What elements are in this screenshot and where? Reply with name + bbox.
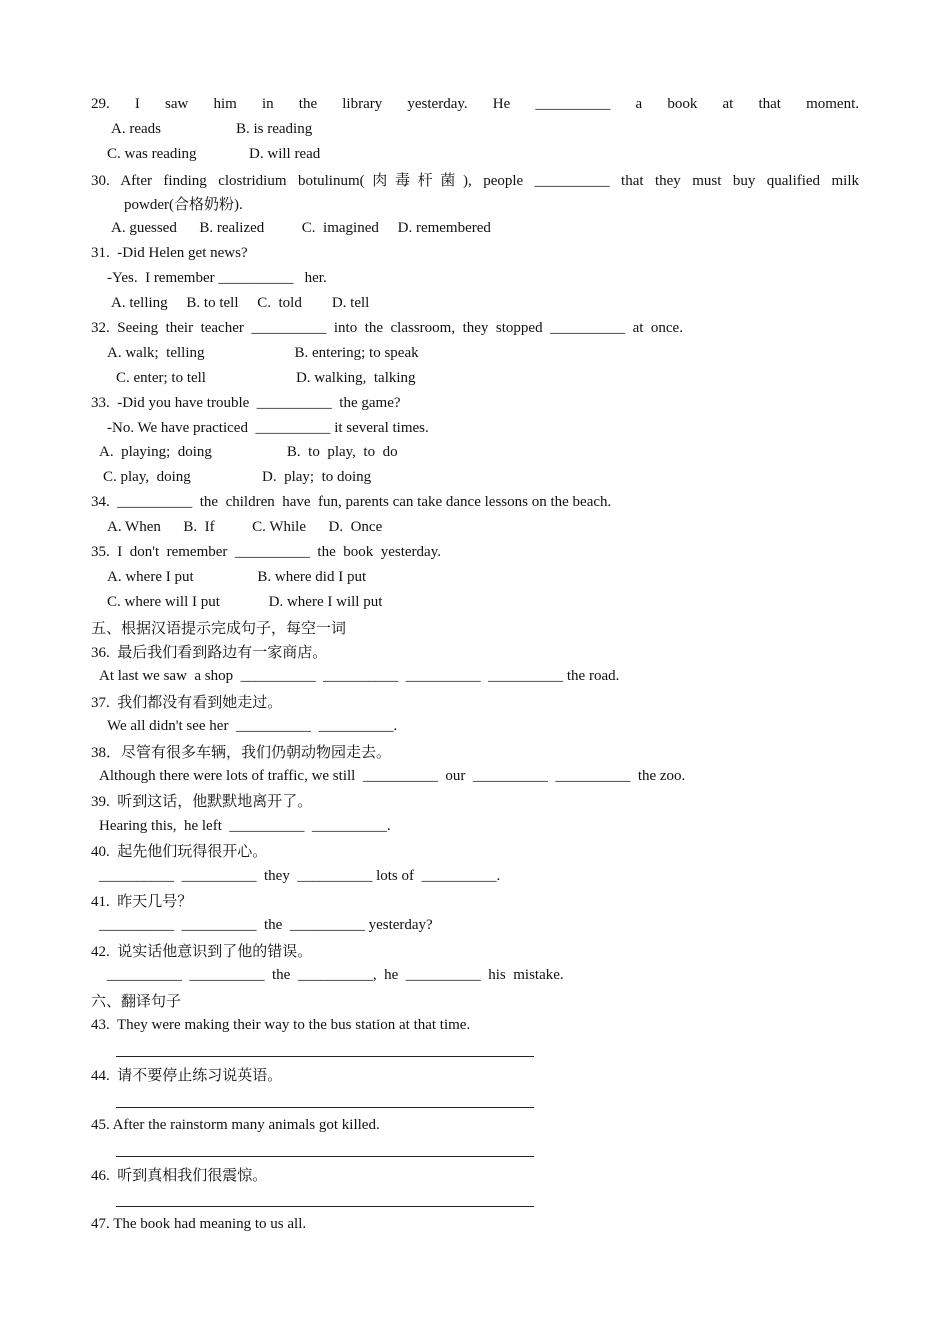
q35-options-ab: A. where I put B. where did I put <box>107 569 367 585</box>
question-32: 32. Seeing their teacher __________ into the classroom, they stopped __________ at once. <box>91 320 683 336</box>
question-41: 41. 昨天几号？ <box>91 894 193 910</box>
question-39: 39. 听到这话，他默默地离开了。 <box>91 794 313 810</box>
question-31: 31. -Did Helen get news? <box>91 245 248 261</box>
question-30: 30. After finding clostridium botulinum(肉毒杆菌), people __________ that they must buy qualified milk <box>91 173 859 189</box>
question-38-answer: Although there were lots of traffic, we still __________ our __________ __________ the zoo. <box>99 768 686 784</box>
q35-options-cd: C. where will I put D. where I will put <box>107 594 383 610</box>
question-36: 36. 最后我们看到路边有一家商店。 <box>91 645 328 661</box>
answer-line-43 <box>116 1056 534 1057</box>
question-31-reply: -Yes. I remember __________ her. <box>107 270 327 286</box>
q29-options-cd: C. was reading D. will read <box>107 146 321 162</box>
question-35: 35. I don't remember __________ the book yesterday. <box>91 544 441 560</box>
answer-line-44 <box>116 1107 534 1108</box>
question-47: 47. The book had meaning to us all. <box>91 1216 307 1232</box>
question-44: 44. 请不要停止练习说英语。 <box>91 1068 283 1084</box>
q33-options-cd: C. play, doing D. play; to doing <box>103 469 372 485</box>
question-34: 34. __________ the children have fun, parents can take dance lessons on the beach. <box>91 494 612 510</box>
question-40: 40. 起先他们玩得很开心。 <box>91 844 268 860</box>
answer-line-46 <box>116 1206 534 1207</box>
question-33-reply: -No. We have practiced __________ it several times. <box>107 420 429 436</box>
q34-options: A. When B. If C. While D. Once <box>107 519 383 535</box>
question-40-answer: __________ __________ they __________ lots of __________. <box>99 868 501 884</box>
question-38: 38．尽管有很多车辆，我们仍朝动物园走去。 <box>91 745 392 761</box>
question-42: 42. 说实话他意识到了他的错误。 <box>91 944 313 960</box>
section-5-heading: 五、根据汉语提示完成句子，每空一词 <box>91 621 347 637</box>
question-29: 29. I saw him in the library yesterday. He __________ a book at that moment. <box>91 96 859 112</box>
question-33: 33. -Did you have trouble __________ the game? <box>91 395 401 411</box>
q31-options: A. telling B. to tell C. told D. tell <box>111 295 370 311</box>
q32-options-ab: A. walk; telling B. entering; to speak <box>107 345 419 361</box>
question-36-answer: At last we saw a shop __________ __________ __________ __________ the road. <box>99 668 620 684</box>
question-30-cont: powder(合格奶粉). <box>124 197 243 213</box>
section-6-heading: 六、翻译句子 <box>91 994 182 1010</box>
answer-line-45 <box>116 1156 534 1157</box>
q33-options-ab: A. playing; doing B. to play, to do <box>99 444 398 460</box>
question-45: 45. After the rainstorm many animals got killed. <box>91 1117 380 1133</box>
question-37: 37. 我们都没有看到她走过。 <box>91 695 283 711</box>
q30-options: A. guessed B. realized C. imagined D. remembered <box>111 220 491 236</box>
question-37-answer: We all didn't see her __________ __________. <box>107 718 398 734</box>
q32-options-cd: C. enter; to tell D. walking, talking <box>116 370 416 386</box>
question-41-answer: __________ __________ the __________ yesterday? <box>99 917 433 933</box>
question-42-answer: __________ __________ the __________, he __________ his mistake. <box>107 967 564 983</box>
question-43: 43. They were making their way to the bus station at that time. <box>91 1017 471 1033</box>
q29-options-ab: A. reads B. is reading <box>111 121 313 137</box>
question-46: 46. 听到真相我们很震惊。 <box>91 1168 268 1184</box>
question-39-answer: Hearing this, he left __________ __________. <box>99 818 391 834</box>
